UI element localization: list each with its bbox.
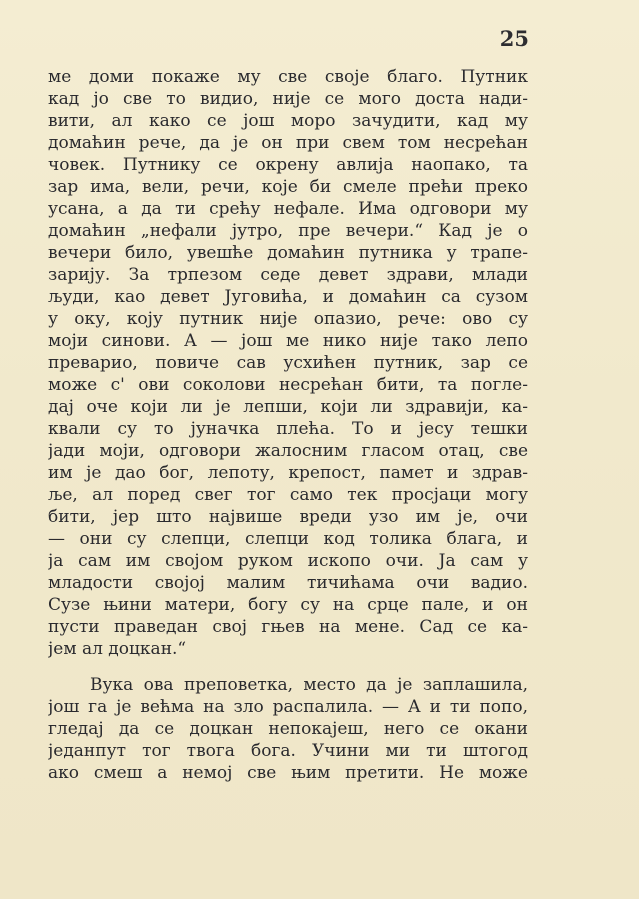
text-line: — они су слепци, слепци код толика блага, и [48,529,528,549]
text-line: још га је већма на зло распалила. — А и ти попо, [48,697,528,717]
paragraph-1 [48,66,528,660]
text-line: ме доми покаже му све своје благо. Путник [48,67,528,87]
text-line: кад јо све то видио, није се мого доста нади- [48,89,528,109]
text-line: ље, ал поред свег тог само тек просјаци могу [48,485,528,505]
text-line: бити, јер што највише вреди узо им је, очи [48,507,528,527]
text-line: Сузе њини матери, богу су на срце пале, и он [48,595,528,615]
text-line: гледај да се доцкан непокајеш, него се окани [48,719,528,739]
text-line: може с' ови соколови несрећан бити, та погле- [48,375,528,395]
text-line: зарију. За трпезом седе девет здрави, млади [48,265,528,285]
text-line: у оку, коју путник није опазио, рече: ово су [48,309,528,329]
text-line: вечери било, увешће домаћин путника у трапе- [48,243,528,263]
text-line: ако смеш а немој све њим претити. Не може [48,763,528,783]
text-line: пусти праведан свој гњев на мене. Сад се ка- [48,617,528,637]
text-line: квали су то јуначка плећа. То и јесу тешки [48,419,528,439]
text-line: усана, а да ти срећу нефале. Има одговори му [48,199,528,219]
text-line: преварио, повиче сав усхићен путник, зар се [48,353,528,373]
text-line: Вука ова преповетка, место да је заплашила, [90,675,528,695]
text-line: ја сам им својом руком ископо очи. Ја сам у [48,551,528,571]
body-text [48,66,528,784]
page-number: 25 [499,26,529,51]
text-line: домаћин „нефали јутро, пре вечери.“ Кад је о [48,221,528,241]
text-line: људи, као девет Југовића, и домаћин са сузом [48,287,528,307]
text-line: јем ал доцкан.“ [48,639,187,659]
text-line: дај оче који ли је лепши, који ли здравији, ка- [48,397,528,417]
text-line: вити, ал како се још моро зачудити, кад му [48,111,528,131]
text-line: човек. Путнику се окрену авлија наопако, та [48,155,528,175]
text-line: моји синови. А — још ме нико није тако лепо [48,331,528,351]
text-line: младости својој малим тичићама очи вадио. [48,573,528,593]
text-line: јади моји, одговори жалосним гласом отац, све [48,441,528,461]
text-line: домаћин рече, да је он при свем том несрећан [48,133,528,153]
paragraph-gap [48,660,528,674]
paragraph-2 [48,674,528,784]
text-line: им је дао бог, лепоту, крепост, памет и здрав- [48,463,528,483]
text-line: једанпут тог твога бога. Учини ми ти штогод [48,741,528,761]
text-line: зар има, вели, речи, које би смеле прећи преко [48,177,528,197]
